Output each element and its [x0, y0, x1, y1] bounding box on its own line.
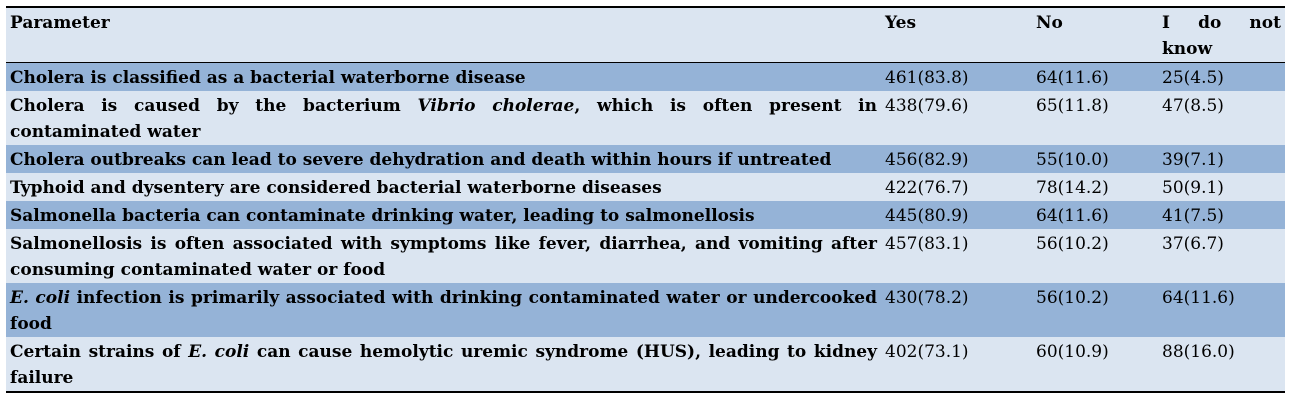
- parameter-cell: [6, 229, 881, 283]
- parameter-text: Salmonellosis is often associated with symptoms like fever, diarrhea, and vomiting after consuming contaminated water or food: [10, 234, 877, 280]
- do-not-know-cell: 50(9.1): [1162, 178, 1224, 198]
- header-row: [6, 7, 1285, 63]
- do-not-know-cell: 41(7.5): [1162, 206, 1224, 226]
- header-parameter: Parameter: [10, 13, 110, 33]
- yes-cell: 438(79.6): [885, 96, 969, 116]
- parameter-cell: [6, 283, 881, 337]
- no-cell: 64(11.6): [1036, 68, 1109, 88]
- parameter-italic-text: Vibrio cholerae: [417, 96, 575, 116]
- parameter-cell: [6, 173, 881, 201]
- no-cell: 64(11.6): [1036, 206, 1109, 226]
- do-not-know-cell: 37(6.7): [1162, 234, 1224, 254]
- parameter-cell: [6, 201, 881, 229]
- do-not-know-cell: 25(4.5): [1162, 68, 1224, 88]
- table-row: [6, 283, 1285, 337]
- do-not-know-cell: 64(11.6): [1162, 288, 1235, 308]
- parameter-italic-text: E. coli: [10, 288, 71, 308]
- table-body: [6, 63, 1285, 393]
- no-cell: 55(10.0): [1036, 150, 1109, 170]
- header-no: No: [1036, 13, 1063, 33]
- table-row: [6, 229, 1285, 283]
- table-row: [6, 201, 1285, 229]
- parameter-text: Cholera outbreaks can lead to severe dehydration and death within hours if untreated: [10, 150, 832, 170]
- table-row: [6, 337, 1285, 392]
- parameter-cell: [6, 63, 881, 92]
- yes-cell: 430(78.2): [885, 288, 969, 308]
- header-yes: Yes: [885, 13, 917, 33]
- do-not-know-cell: 39(7.1): [1162, 150, 1224, 170]
- parameter-text: Cholera is classified as a bacterial waterborne disease: [10, 68, 526, 88]
- yes-cell: 461(83.8): [885, 68, 969, 88]
- parameter-text: , which is often present in contaminated water: [10, 96, 877, 142]
- yes-cell: 457(83.1): [885, 234, 969, 254]
- table-row: [6, 173, 1285, 201]
- no-cell: 60(10.9): [1036, 342, 1109, 362]
- header-do-not-know: I do not know: [1162, 13, 1281, 59]
- parameter-text: infection is primarily associated with drinking contaminated water or undercooked food: [10, 288, 877, 334]
- yes-cell: 456(82.9): [885, 150, 969, 170]
- parameter-text: Certain strains of: [10, 342, 189, 362]
- parameter-text: Cholera is caused by the bacterium: [10, 96, 418, 116]
- do-not-know-cell: 88(16.0): [1162, 342, 1235, 362]
- knowledge-table: [6, 6, 1285, 393]
- no-cell: 78(14.2): [1036, 178, 1109, 198]
- parameter-italic-text: E. coli: [188, 342, 250, 362]
- do-not-know-cell: 47(8.5): [1162, 96, 1224, 116]
- no-cell: 56(10.2): [1036, 288, 1109, 308]
- table-row: [6, 63, 1285, 92]
- no-cell: 56(10.2): [1036, 234, 1109, 254]
- table-row: [6, 91, 1285, 145]
- parameter-cell: [6, 91, 881, 145]
- yes-cell: 422(76.7): [885, 178, 969, 198]
- yes-cell: 402(73.1): [885, 342, 969, 362]
- parameter-text: can cause hemolytic uremic syndrome (HUS), leading to kidney failure: [10, 342, 878, 388]
- parameter-text: Typhoid and dysentery are considered bacterial waterborne diseases: [10, 178, 662, 198]
- yes-cell: 445(80.9): [885, 206, 969, 226]
- table-row: [6, 145, 1285, 173]
- parameter-cell: [6, 337, 881, 392]
- parameter-text: Salmonella bacteria can contaminate drinking water, leading to salmonellosis: [10, 206, 755, 226]
- parameter-cell: [6, 145, 881, 173]
- no-cell: 65(11.8): [1036, 96, 1109, 116]
